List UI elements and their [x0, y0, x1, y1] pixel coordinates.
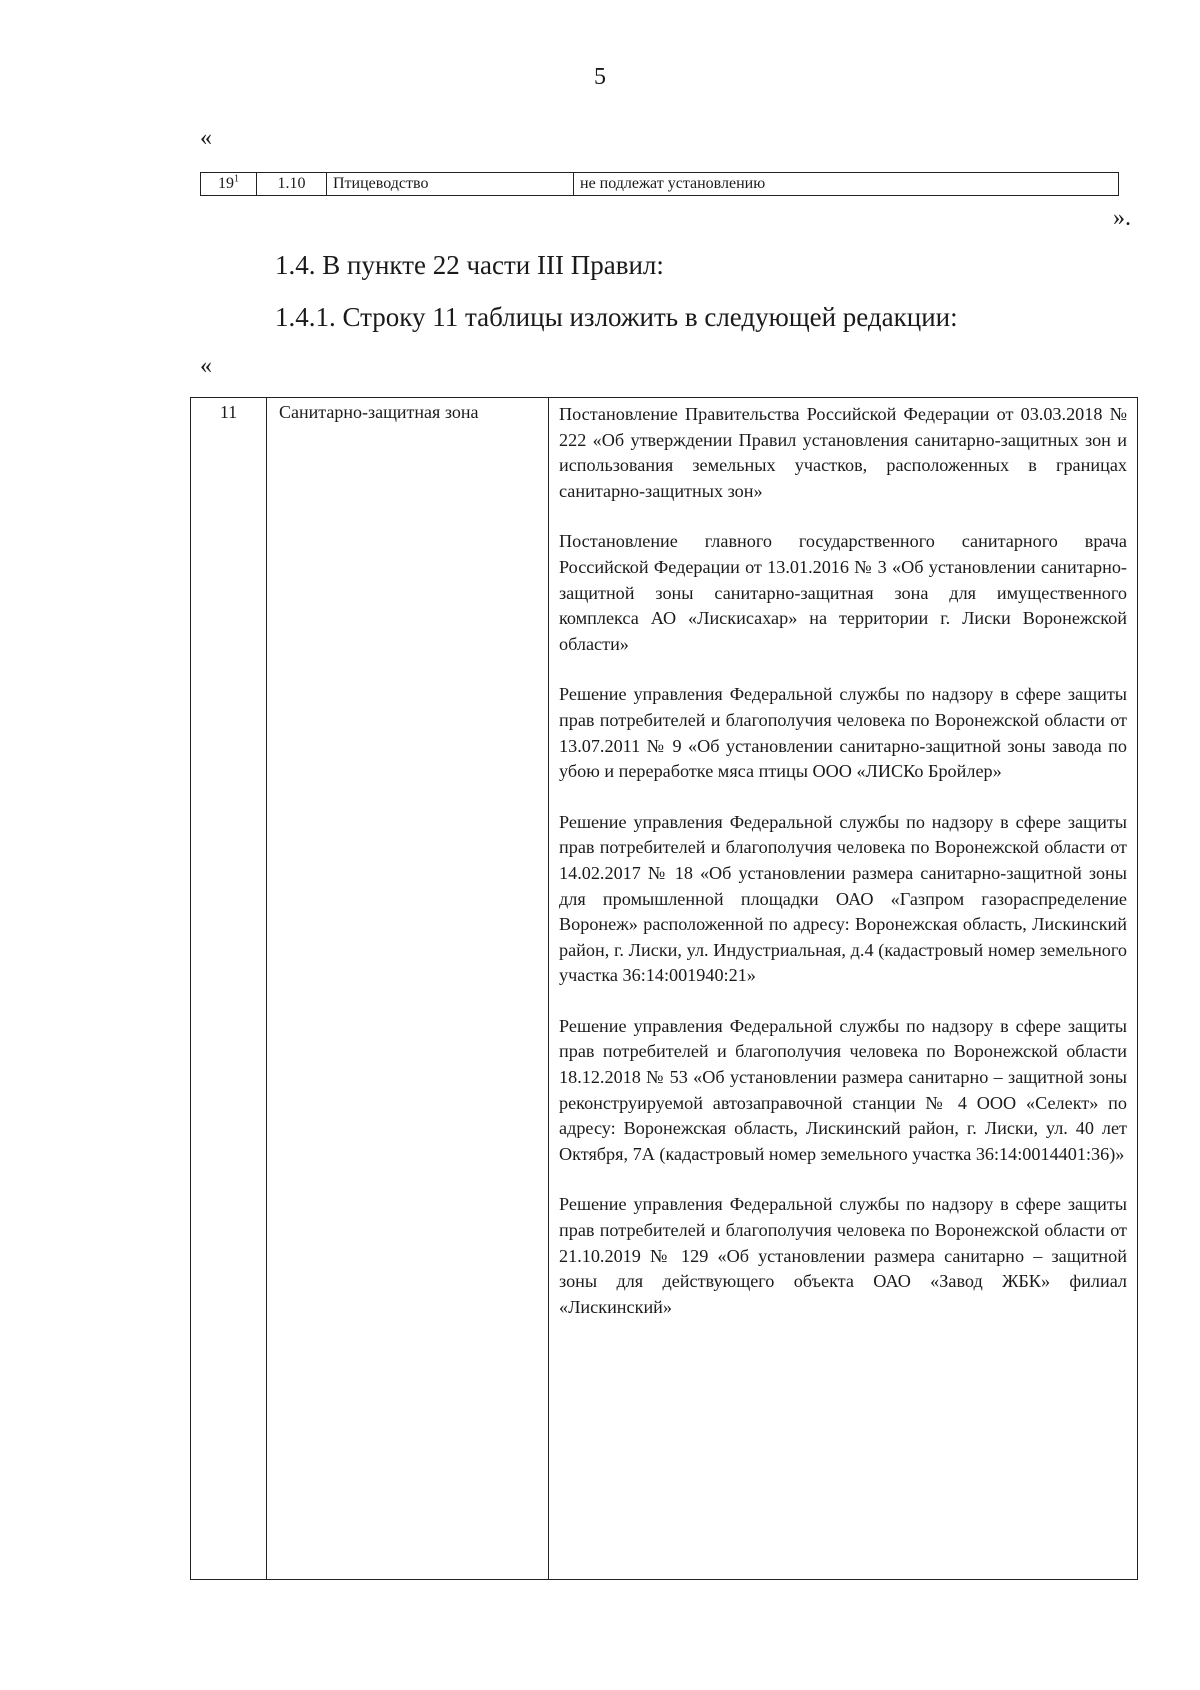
table-row [201, 173, 1119, 196]
row-number-cell [201, 173, 257, 196]
table-row-11 [190, 397, 1138, 1580]
document-entry: Решение управления Федеральной службы по надзору в сфере защиты прав потребителей и благополучия человека по Воронежской области 18.12.2018 № 53 «Об установлении размера санитарно – защитной зоны реконструируемой автозаправочной станции № 4 ООО «Селект» по адресу: Воронежская область, Лискинский район, г. Лиски, ул. 40 лет Октября, 7А (кадастровый номер земельного участка 36:14:0014401:36)» [559, 1015, 1127, 1164]
row-value-cell: не подлежат установлению [574, 173, 1119, 196]
document-entry: Постановление Правительства Российской Федерации от 03.03.2018 № 222 «Об утверждении Правил установления санитарно-защитных зон и использования земельных участков, расположенных в границах санитарно-защитных зон» [559, 404, 1127, 501]
document-entry: Решение управления Федеральной службы по надзору в сфере защиты прав потребителей и благополучия человека по Воронежской области от 14.02.2017 № 18 «Об установлении размера санитарно-защитной зоны для промышленной площадки ОАО «Газпром газораспределение Воронеж» расположенной по адресу: Воронежская область, Лискинский район, г. Лиски, ул. Индустриальная, д.4 (кадастровый номер земельного участка 36:14:001940:21» [559, 811, 1127, 986]
paragraph-1-4-1: 1.4.1. Строку 11 таблицы изложить в следующей редакции: [275, 302, 958, 332]
row-number-superscript: 1 [234, 173, 239, 185]
table-row-19-1 [200, 172, 1119, 196]
row-number: 19 [218, 175, 234, 192]
table-row [191, 398, 1138, 1580]
row-documents-cell [549, 398, 1138, 1580]
page-number: 5 [594, 64, 606, 90]
document-entry: Решение управления Федеральной службы по надзору в сфере защиты прав потребителей и благополучия человека по Воронежской области от 13.07.2011 № 9 «Об установлении санитарно-защитной зоны завода по убою и переработке мяса птицы ООО «ЛИСКо Бройлер» [559, 684, 1127, 782]
row-code-cell: 1.10 [257, 173, 327, 196]
row-number-cell: 11 [191, 398, 267, 1580]
opening-quote-mark-2: « [200, 353, 212, 379]
closing-quote-mark: ». [1113, 205, 1131, 231]
row-name-cell: Птицеводство [327, 173, 574, 196]
opening-quote-mark: « [200, 125, 212, 151]
document-entry: Решение управления Федеральной службы по надзору в сфере защиты прав потребителей и благополучия человека по Воронежской области от 21.10.2019 № 129 «Об установлении размера санитарно – защитной зоны для действующего объекта ОАО «Завод ЖБК» филиал «Лискинский» [559, 1194, 1127, 1317]
row-name-cell: Санитарно-защитная зона [267, 398, 549, 1580]
document-entry: Постановление главного государственного санитарного врача Российской Федерации от 13.01.2016 № 3 «Об установлении санитарно-защитной зоны санитарно-защитная зона для имущественного комплекса АО «Лискисахар» на территории г. Лиски Воронежской области» [559, 531, 1127, 654]
paragraph-1-4: 1.4. В пункте 22 части III Правил: [275, 250, 664, 280]
